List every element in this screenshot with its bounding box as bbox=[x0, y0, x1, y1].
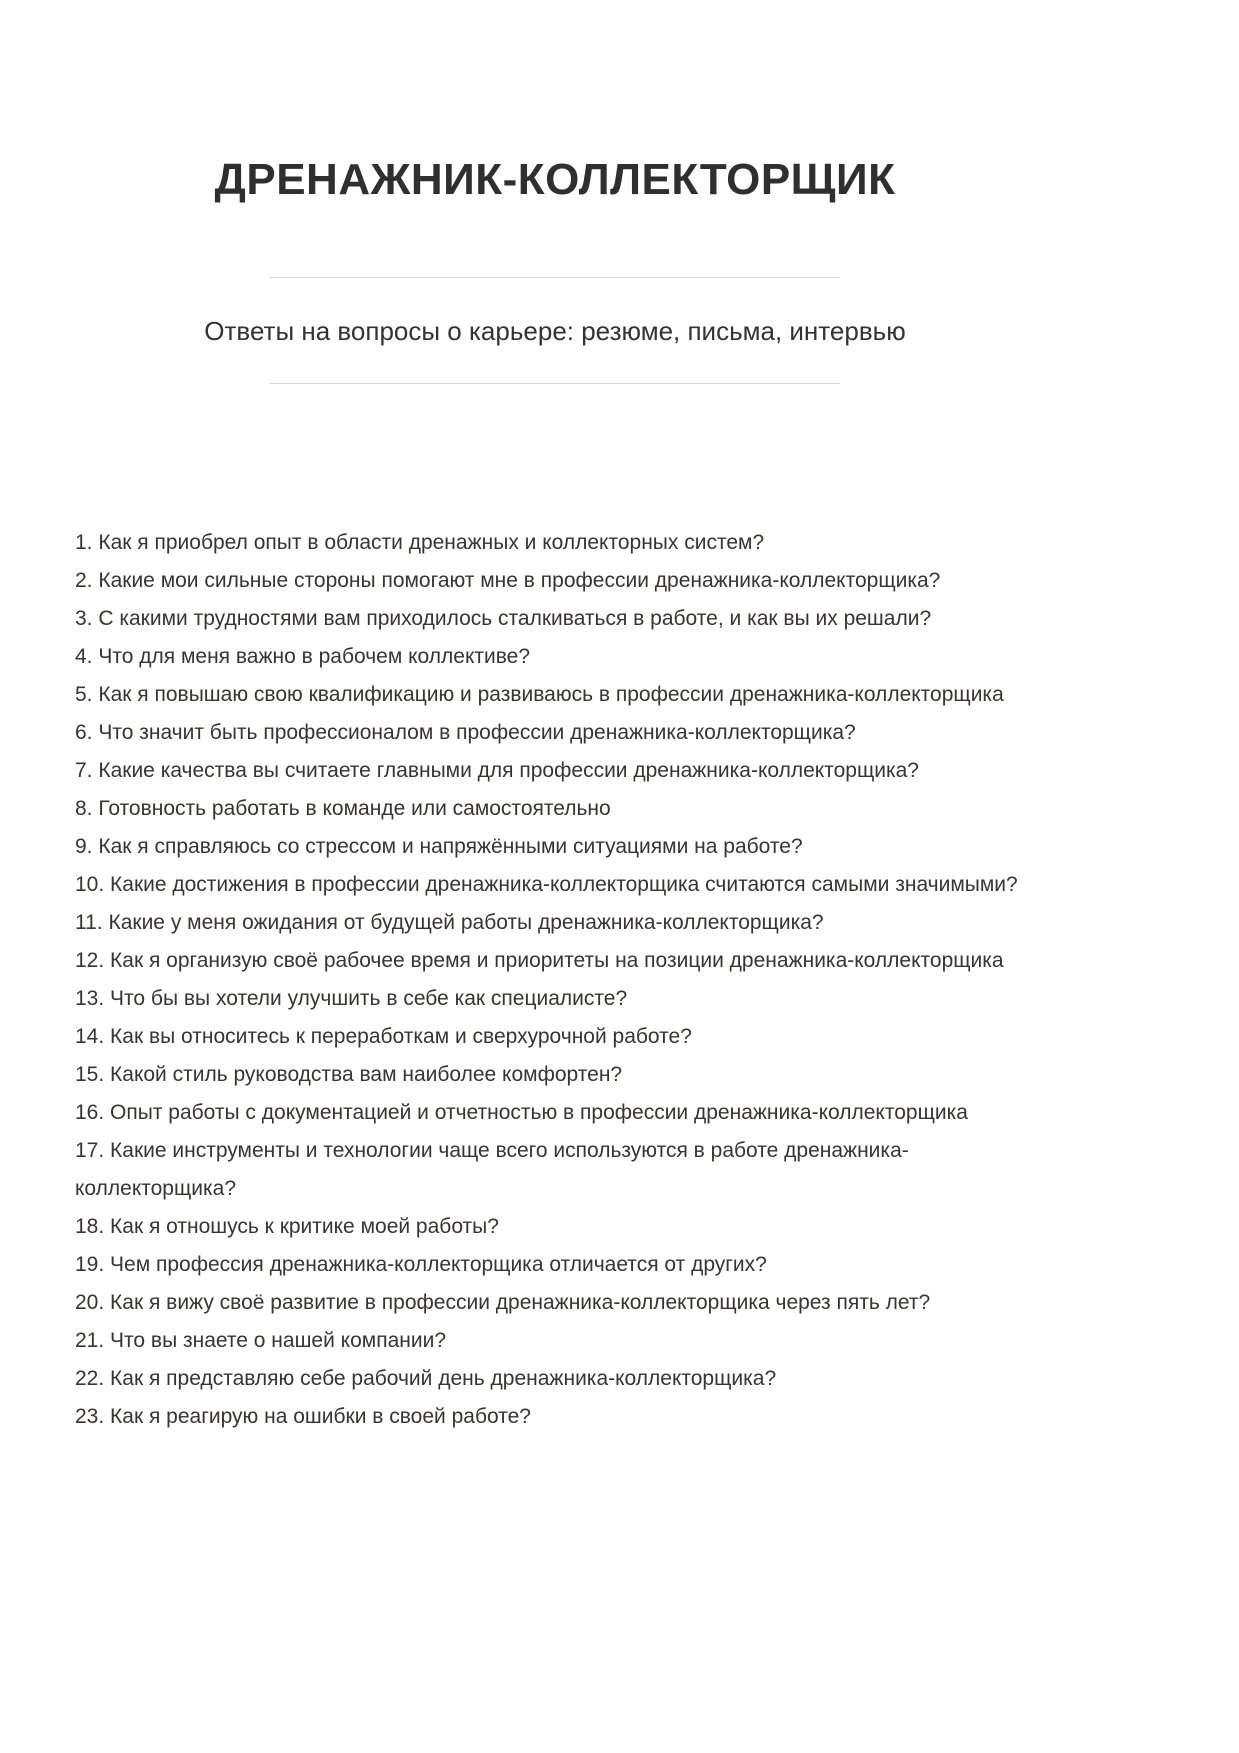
question-item: 21. Что вы знаете о нашей компании? bbox=[75, 1329, 446, 1352]
question-item: 8. Готовность работать в команде или самостоятельно bbox=[75, 797, 611, 820]
question-item: 2. Какие мои сильные стороны помогают мне в профессии дренажника-коллекторщика? bbox=[75, 569, 941, 592]
question-item: 12. Как я организую своё рабочее время и приоритеты на позиции дренажника-коллекторщика bbox=[75, 949, 1004, 972]
page-title: ДРЕНАЖНИК-КОЛЛЕКТОРЩИК bbox=[214, 155, 896, 204]
question-list bbox=[75, 524, 1035, 1436]
question-item: 18. Как я отношусь к критике моей работы? bbox=[75, 1215, 499, 1238]
question-item: 9. Как я справляюсь со стрессом и напряжёнными ситуациями на работе? bbox=[75, 835, 803, 858]
question-item: 20. Как я вижу своё развитие в профессии дренажника-коллекторщика через пять лет? bbox=[75, 1291, 931, 1314]
question-item: 22. Как я представляю себе рабочий день дренажника-коллекторщика? bbox=[75, 1367, 777, 1390]
divider-bottom bbox=[270, 383, 840, 384]
page-subtitle: Ответы на вопросы о карьере: резюме, письма, интервью bbox=[204, 316, 906, 346]
question-item: 15. Какой стиль руководства вам наиболее комфортен? bbox=[75, 1063, 623, 1086]
question-item: 5. Как я повышаю свою квалификацию и развиваюсь в профессии дренажника-коллекторщика bbox=[75, 683, 1004, 706]
question-item: 13. Что бы вы хотели улучшить в себе как специалисте? bbox=[75, 987, 628, 1010]
question-item: 23. Как я реагирую на ошибки в своей работе? bbox=[75, 1405, 531, 1428]
question-item: 19. Чем профессия дренажника-коллекторщика отличается от других? bbox=[75, 1253, 767, 1276]
question-item: 17. Какие инструменты и технологии чаще всего используются в работе дренажника-коллекторщика? bbox=[75, 1139, 909, 1200]
question-item: 16. Опыт работы с документацией и отчетностью в профессии дренажника-коллекторщика bbox=[75, 1101, 968, 1124]
question-item: 7. Какие качества вы считаете главными для профессии дренажника-коллекторщика? bbox=[75, 759, 919, 782]
question-item: 4. Что для меня важно в рабочем коллективе? bbox=[75, 645, 530, 668]
document-page bbox=[75, 0, 1035, 1436]
question-item: 6. Что значит быть профессионалом в профессии дренажника-коллекторщика? bbox=[75, 721, 856, 744]
question-item: 14. Как вы относитесь к переработкам и сверхурочной работе? bbox=[75, 1025, 692, 1048]
question-item: 11. Какие у меня ожидания от будущей работы дренажника-коллекторщика? bbox=[75, 911, 824, 934]
question-item: 10. Какие достижения в профессии дренажника-коллекторщика считаются самыми значимыми? bbox=[75, 873, 1018, 896]
question-item: 1. Как я приобрел опыт в области дренажных и коллекторных систем? bbox=[75, 531, 765, 554]
question-item: 3. С какими трудностями вам приходилось сталкиваться в работе, и как вы их решали? bbox=[75, 607, 932, 630]
